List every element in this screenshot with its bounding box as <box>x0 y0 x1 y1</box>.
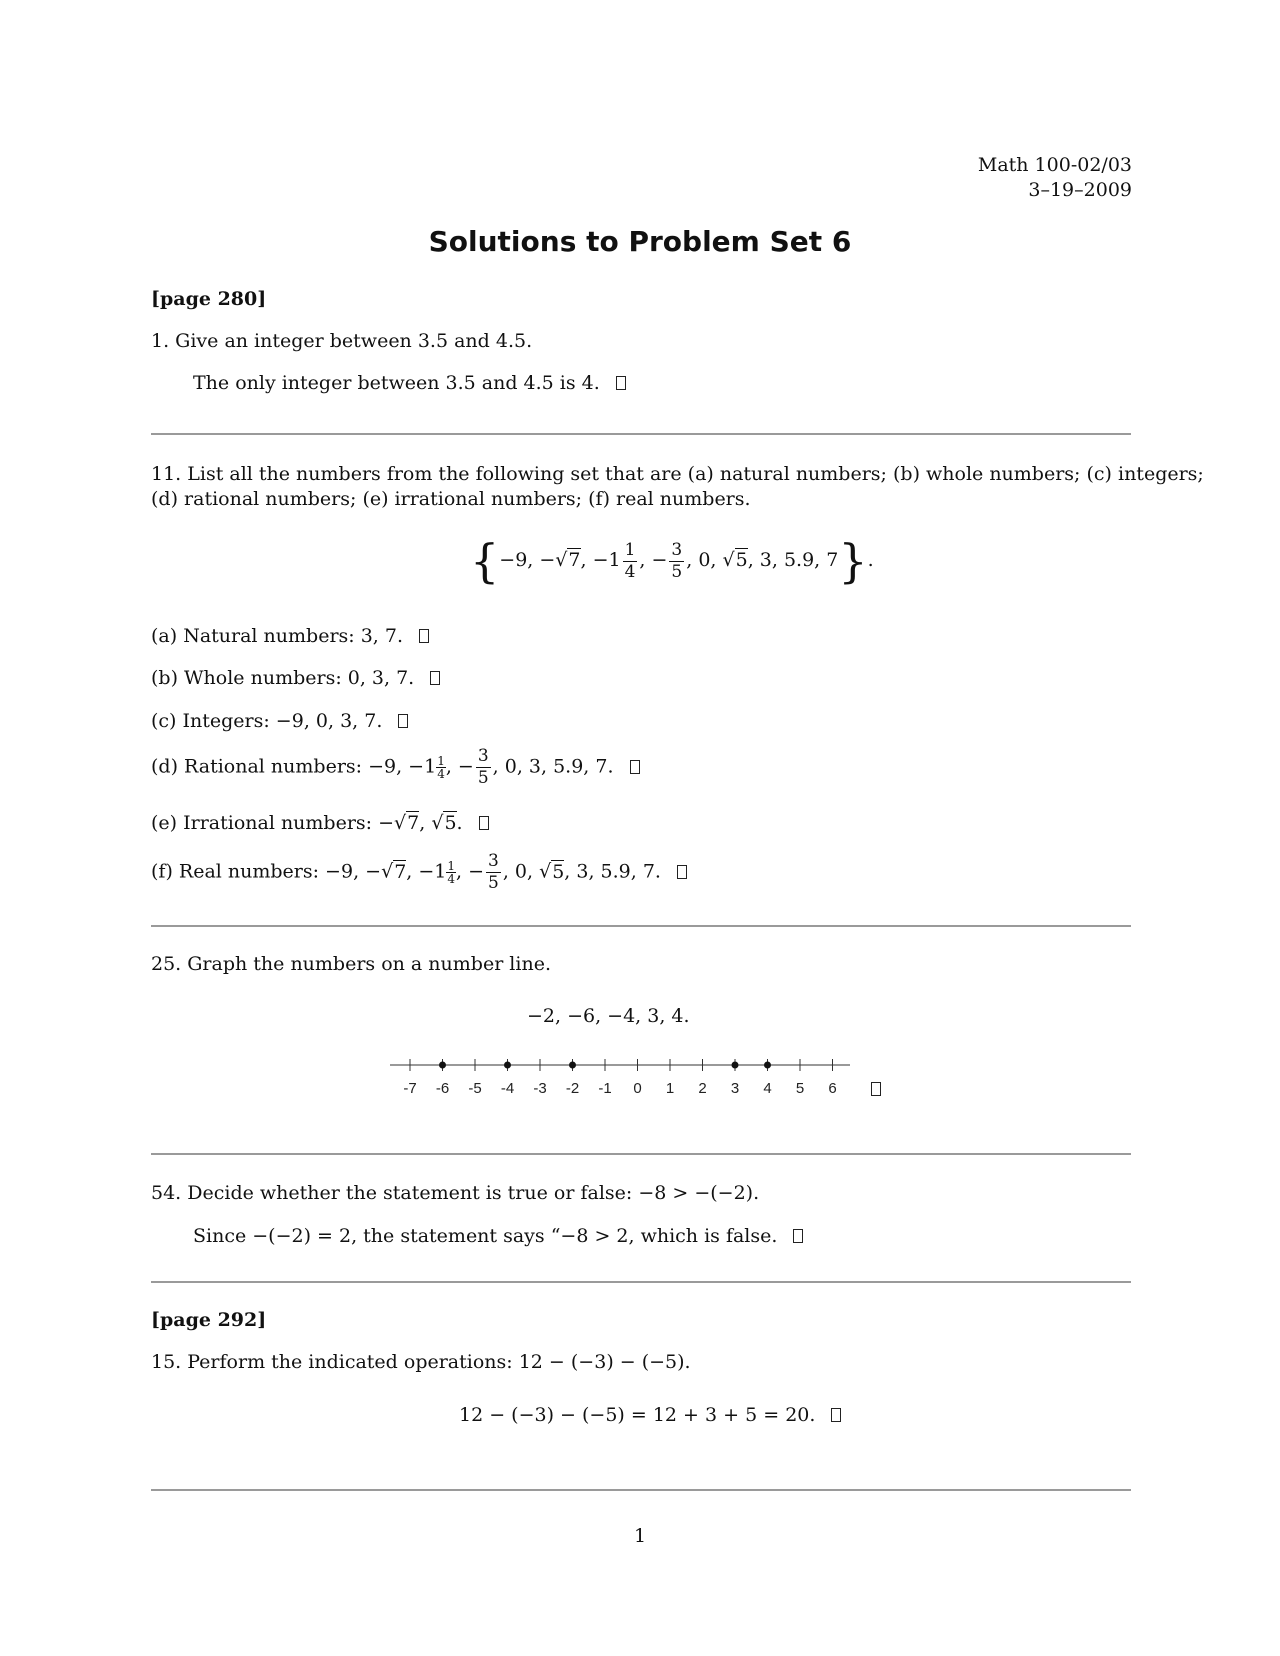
q11-answer-f: (f) Real numbers: −9, −√7, −1 $\frac{1}{4}$ , − $\frac{3}{5}$ , 0, √5, 3, 5.9, 7. <box>151 853 687 892</box>
tick-label: 2 <box>698 1080 707 1097</box>
fraction-numerator: 3 <box>671 539 683 560</box>
data-point <box>504 1062 511 1069</box>
page-title: Solutions to Problem Set 6 <box>428 225 852 258</box>
section-label-page-292: [page 292] <box>151 1309 267 1331</box>
small-fraction <box>446 860 456 885</box>
qed-icon <box>871 1082 881 1096</box>
fraction-denominator: 5 <box>488 873 499 893</box>
right-brace-icon: } <box>838 534 868 588</box>
tick-label: 3 <box>730 1080 740 1097</box>
fraction <box>486 853 501 892</box>
q1-answer <box>193 372 626 394</box>
fraction-denominator: 4 <box>437 767 445 781</box>
set-part: , −1 <box>580 549 621 571</box>
set-radicand: 5 <box>735 549 748 571</box>
data-point <box>439 1062 446 1069</box>
qed-icon <box>419 629 429 643</box>
divider <box>151 1281 1131 1283</box>
q15-question: 15. Perform the indicated operations: 12 − (−3) − (−5). <box>151 1351 691 1373</box>
tick-label: -7 <box>403 1080 417 1097</box>
q11-answer-c <box>151 710 408 732</box>
qed-icon <box>479 816 489 830</box>
page-number: 1 <box>633 1525 647 1547</box>
answer-text: , − <box>445 755 474 778</box>
q54-question: 54. Decide whether the statement is true or false: −8 > −(−2). <box>151 1182 760 1204</box>
fraction-numerator: 3 <box>477 746 489 766</box>
course-label: Math 100-02/03 <box>977 154 1132 176</box>
tick-label: -3 <box>533 1080 547 1097</box>
fraction-denominator: 5 <box>477 768 489 788</box>
qed-icon <box>398 714 408 728</box>
tick-label: 1 <box>665 1080 675 1097</box>
answer-text: , 3, 5.9, 7. <box>564 860 661 883</box>
qed-icon <box>793 1229 803 1243</box>
left-brace-icon: { <box>470 534 500 588</box>
q11-question-line2: (d) rational numbers; (e) irrational numbers; (f) real numbers. <box>151 488 751 510</box>
tick-label: -6 <box>435 1080 450 1097</box>
answer-text: , −1 <box>406 860 447 883</box>
fraction-numerator: 1 <box>437 754 445 768</box>
tick-label: 6 <box>828 1080 837 1097</box>
set-part: −9, − <box>499 549 556 571</box>
fraction-numerator: 1 <box>447 859 456 873</box>
q11-number-set: {−9, −√7, −1 $\frac{1}{4}$ , − $\frac{3}{5}$ , 0, √5, 3, 5.9, 7}. <box>470 534 874 588</box>
tick-label: -1 <box>598 1080 612 1097</box>
q1-answer-text: The only integer between 3.5 and 4.5 is 4. <box>193 372 600 394</box>
answer-text: . <box>456 812 463 834</box>
set-radicand: 7 <box>568 549 581 571</box>
fraction-numerator: 1 <box>624 539 636 560</box>
qed-icon <box>831 1408 841 1422</box>
answer-text: , − <box>456 860 485 883</box>
answer-text: , <box>419 812 432 834</box>
q25-question: 25. Graph the numbers on a number line. <box>151 953 551 975</box>
radicand: 7 <box>407 812 420 834</box>
divider <box>151 1489 1131 1491</box>
answer-text: (e) Irrational numbers: − <box>151 812 395 834</box>
set-part: , − <box>639 549 668 571</box>
tick-label: 4 <box>763 1080 772 1097</box>
q25-numbers: −2, −6, −4, 3, 4. <box>527 1005 690 1027</box>
qed-icon <box>630 760 640 774</box>
q15-answer <box>459 1404 841 1426</box>
answer-text: (d) Rational numbers: −9, −1 <box>151 755 437 778</box>
fraction-denominator: 4 <box>447 872 456 886</box>
fraction <box>623 539 638 582</box>
fraction-denominator: 4 <box>624 561 636 582</box>
fraction <box>476 748 491 787</box>
qed-icon <box>677 865 687 879</box>
qed-icon <box>616 376 626 390</box>
radicand: 7 <box>394 860 407 883</box>
answer-text: Since −(−2) = 2, the statement says “−8 > 2, which is false. <box>193 1225 778 1247</box>
radicand: 5 <box>444 812 457 834</box>
tick-label: -4 <box>500 1080 515 1097</box>
q11-question-line1: 11. List all the numbers from the following set that are (a) natural numbers; (b) whole numbers; (c) integers; <box>151 463 1204 485</box>
small-fraction <box>436 755 446 780</box>
q11-answer-d <box>151 748 640 787</box>
tick-label: 0 <box>633 1080 642 1097</box>
section-label-page-280: [page 280] <box>151 288 267 310</box>
qed-icon <box>430 671 440 685</box>
data-point <box>569 1062 576 1069</box>
q54-answer <box>193 1225 803 1247</box>
answer-text: , 0, <box>502 860 540 883</box>
data-point <box>764 1062 771 1069</box>
fraction-denominator: 5 <box>671 561 683 582</box>
q11-answer-e: (e) Irrational numbers: −√7, √5. <box>151 812 489 834</box>
divider <box>151 1153 1131 1155</box>
radicand: 5 <box>552 860 565 883</box>
fraction <box>669 539 684 582</box>
set-part: , 0, <box>686 549 723 571</box>
answer-text: (f) Real numbers: −9, − <box>151 860 382 883</box>
divider <box>151 433 1131 435</box>
q11-answer-a <box>151 625 429 647</box>
date-label: 3–19–2009 <box>1028 179 1132 201</box>
number-line-chart <box>390 1055 890 1105</box>
set-part: . <box>867 549 874 571</box>
tick-label: -2 <box>565 1080 580 1097</box>
answer-text: 12 − (−3) − (−5) = 12 + 3 + 5 = 20. <box>459 1404 816 1426</box>
q25-qed <box>871 1078 881 1100</box>
answer-text: (b) Whole numbers: 0, 3, 7. <box>151 667 415 689</box>
answer-text: , 0, 3, 5.9, 7. <box>492 755 614 778</box>
header <box>978 153 1132 203</box>
tick-label: -5 <box>468 1080 482 1097</box>
tick-label: 5 <box>795 1080 805 1097</box>
divider <box>151 925 1131 927</box>
q11-answer-b <box>151 667 440 689</box>
q1-question: 1. Give an integer between 3.5 and 4.5. <box>151 330 533 352</box>
answer-text: (a) Natural numbers: 3, 7. <box>151 625 404 647</box>
fraction-numerator: 3 <box>488 851 499 871</box>
set-part: , 3, 5.9, 7 <box>747 549 839 571</box>
data-point <box>732 1062 739 1069</box>
answer-text: (c) Integers: −9, 0, 3, 7. <box>151 710 383 732</box>
